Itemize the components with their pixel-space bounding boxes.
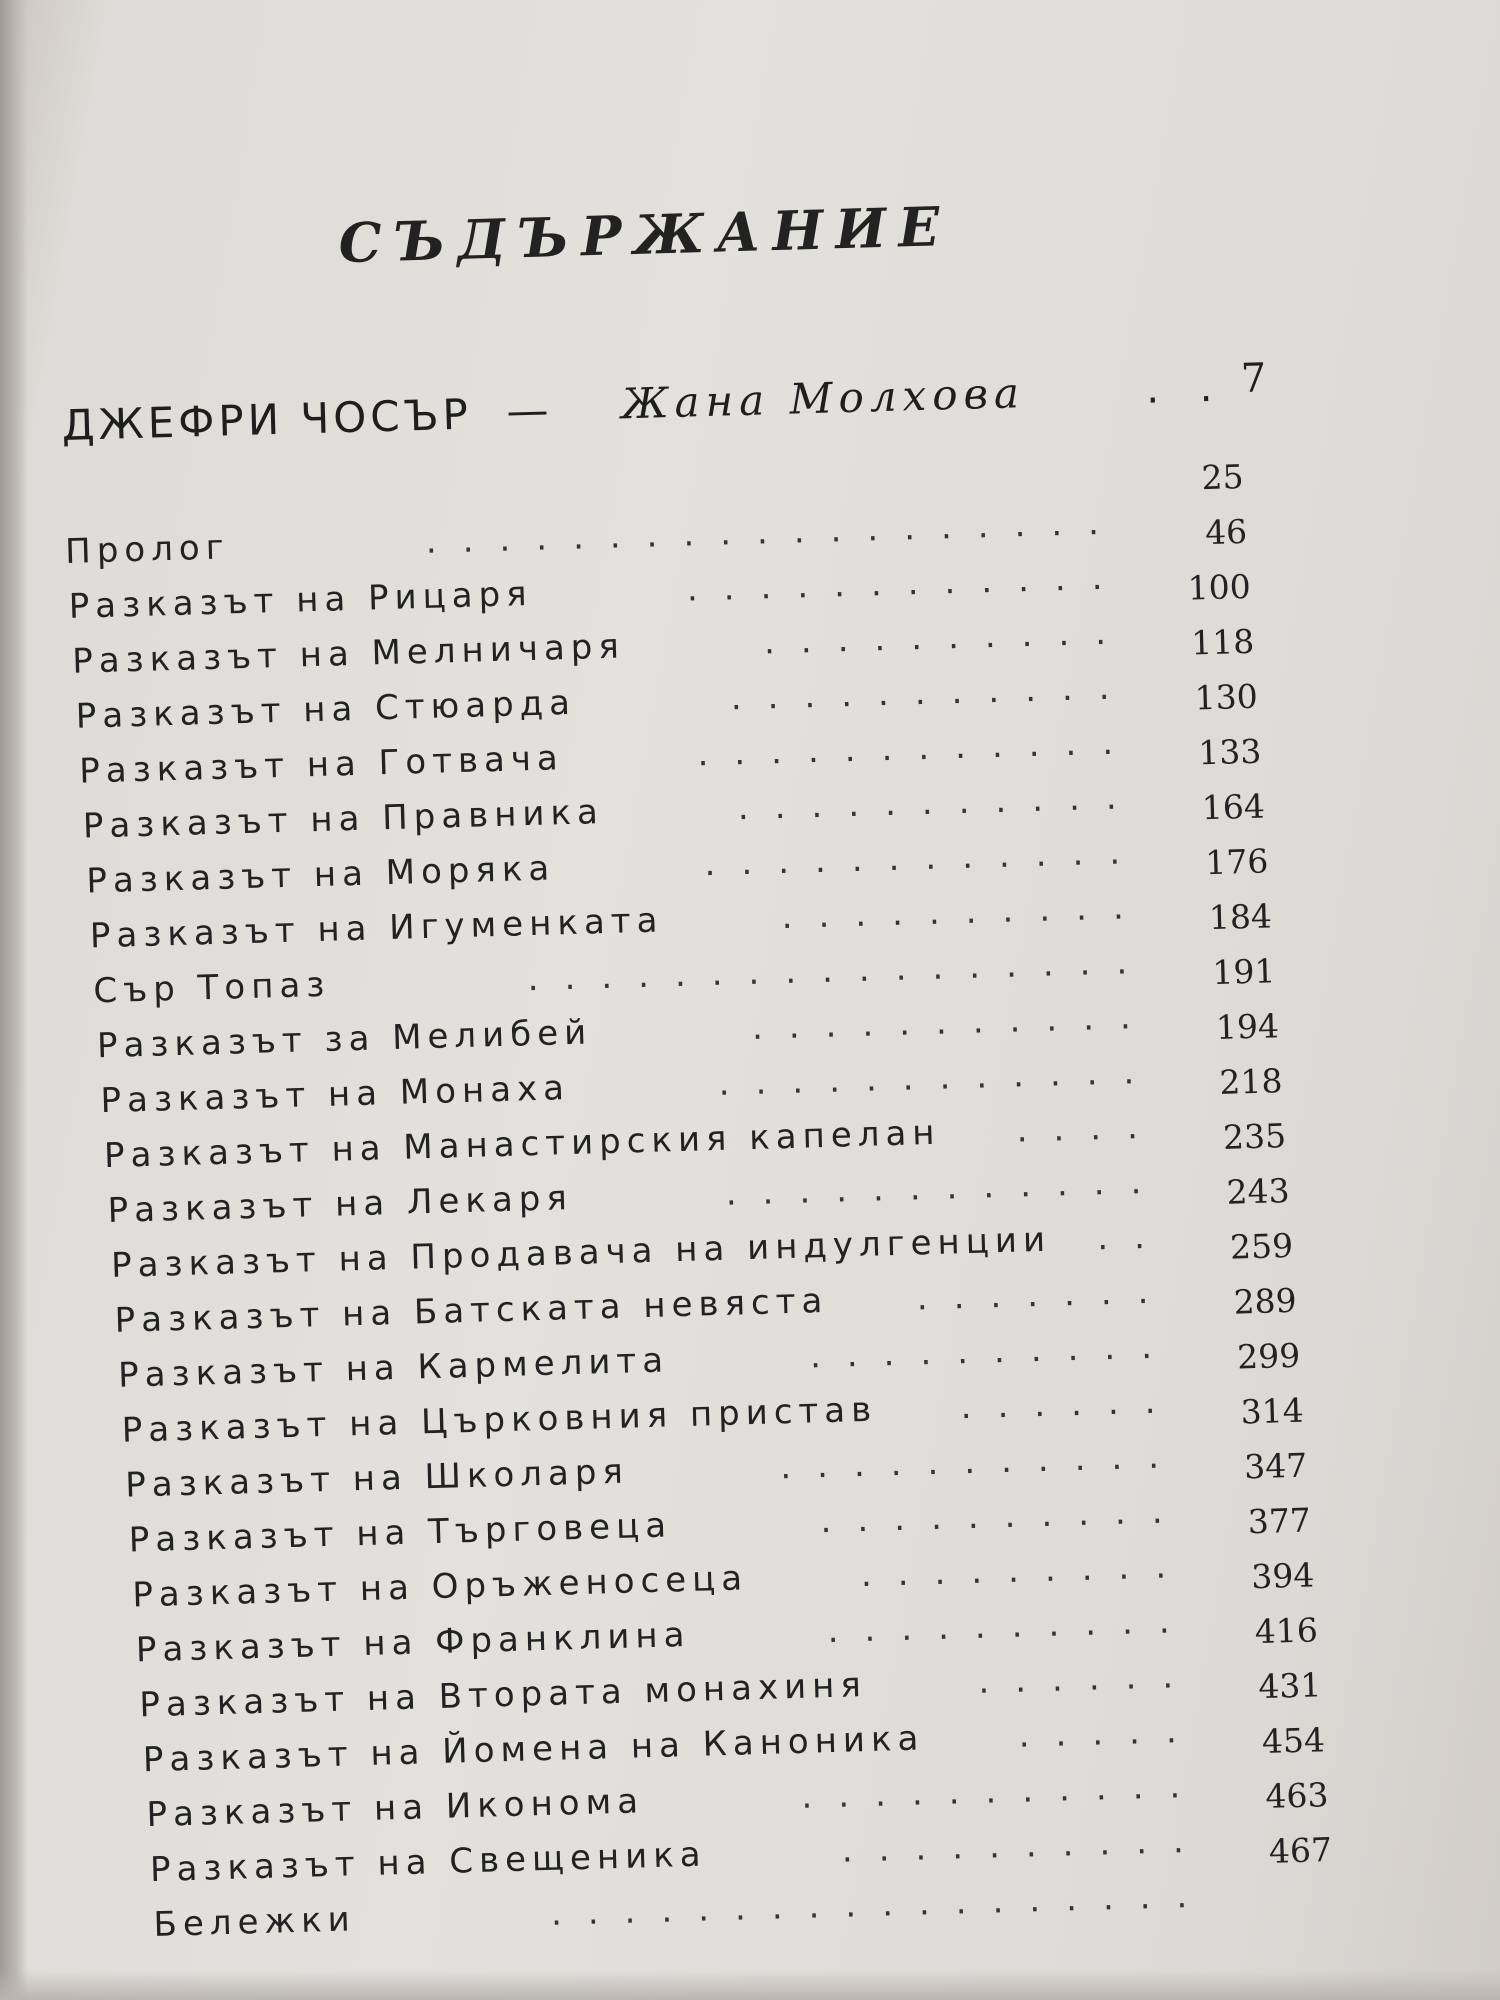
toc-dot-leader: .....	[1018, 1710, 1204, 1756]
toc-entry-title: Разказът за Мелибей	[96, 1012, 593, 1067]
toc-dot-leader: .........	[860, 1545, 1193, 1596]
toc-page-number: 377	[1247, 1500, 1312, 1542]
toc-entry-title: Разказът на Търговеца	[128, 1505, 673, 1561]
toc-entry-title: Сър Топаз	[92, 964, 331, 1012]
toc-entry-title: Разказът на Готвача	[78, 738, 565, 792]
toc-page-number: 176	[1204, 841, 1269, 883]
toc-dot-leader: ..........	[781, 886, 1151, 938]
toc-page-number: 299	[1236, 1335, 1301, 1377]
toc-entry-title: Разказът на Правника	[82, 792, 605, 847]
toc-page-number: 130	[1194, 676, 1259, 718]
toc-page-number: 394	[1250, 1555, 1315, 1597]
toc-dot-leader: ..........	[809, 1326, 1179, 1377]
toc-entry-title: Разказът на Йомена на Каноника	[142, 1718, 925, 1781]
intro-essay-author: Жана Молхова	[620, 368, 1026, 429]
toc-dot-leader: ....	[1015, 1106, 1165, 1151]
intro-author: ДЖЕФРИ ЧОСЪР	[61, 389, 473, 450]
toc-entry-title: Разказът на Оръженосеца	[131, 1558, 749, 1616]
toc-page-number: 133	[1197, 731, 1262, 773]
page-title: СЪДЪРЖАНИЕ	[337, 194, 953, 276]
toc-dot-leader: .......	[916, 1271, 1175, 1319]
toc-entry-title: Разказът на Лекаря	[107, 1178, 574, 1232]
intro-page-number: 7	[1240, 355, 1267, 403]
toc-dot-leader: ......	[960, 1381, 1182, 1428]
toc-page-number: 454	[1261, 1720, 1326, 1761]
toc-page-number: 243	[1226, 1171, 1291, 1212]
toc-dot-leader: ...........	[800, 1765, 1207, 1817]
toc-page-number: 194	[1215, 1006, 1280, 1047]
toc-page-number: 289	[1233, 1280, 1298, 1322]
toc-entry-title: Разказът на Стюарда	[75, 682, 577, 737]
intro-dot-leader: . .	[1145, 364, 1227, 413]
toc-page-number: 184	[1208, 896, 1273, 938]
toc-entry-title: Разказът на Втората монахиня	[138, 1665, 868, 1726]
toc-entry-title: Разказът на Кармелита	[117, 1340, 670, 1396]
toc-entry-title: Разказът на Иконома	[145, 1781, 645, 1836]
toc-entry-title: Разказът на Църковния пристав	[121, 1389, 878, 1451]
toc-dot-leader: ...........	[751, 996, 1158, 1048]
toc-entry-title: Разказът на Продавача на индулгенции	[110, 1219, 1052, 1286]
toc-entry-title: Разказът на Моряка	[85, 848, 556, 902]
toc-dot-leader: ..........	[841, 1820, 1211, 1871]
toc-dot-leader: ...........	[737, 776, 1144, 829]
toc-entry-title: Разказът на Монаха	[100, 1068, 571, 1122]
toc-page-number: 347	[1243, 1445, 1308, 1487]
toc-dot-leader: .................	[527, 941, 1154, 1000]
toc-dot-leader: ..........	[827, 1600, 1197, 1652]
toc-entry-title: Бележки	[153, 1899, 357, 1946]
toc-entry-title: Разказът на Рицаря	[68, 573, 534, 627]
toc-page-number: 218	[1218, 1061, 1284, 1102]
toc-dot-leader: ......	[977, 1655, 1200, 1702]
toc-page-number: 118	[1190, 621, 1255, 663]
toc-entry-title: Пролог	[64, 527, 231, 572]
toc-dot-leader: ............	[703, 831, 1147, 885]
toc-page-number: 191	[1211, 951, 1276, 993]
toc-page-number: 25	[1201, 457, 1245, 498]
toc-page-number: 46	[1204, 511, 1248, 553]
toc-entry-title: Разказът на Свещеника	[149, 1834, 708, 1891]
toc-dot-leader: ...................	[425, 502, 1126, 562]
toc-page-number: 467	[1268, 1830, 1333, 1871]
toc-entry-title: Разказът на Батската невяста	[114, 1280, 829, 1341]
toc-page-number: 416	[1254, 1610, 1319, 1652]
toc-dot-leader: ...........	[730, 667, 1136, 719]
toc-entry-title: Разказът на Манастирския капелан	[103, 1112, 942, 1177]
toc-dot-leader: ............	[696, 722, 1140, 775]
toc-page-number: 164	[1201, 786, 1266, 828]
toc-entry-title: Разказът на Франклина	[135, 1614, 691, 1671]
toc-page-number: 463	[1264, 1775, 1329, 1816]
toc-page-number: 235	[1222, 1116, 1287, 1157]
toc-dot-leader: ..	[1096, 1216, 1172, 1259]
bottom-shadow	[0, 1970, 1500, 2000]
toc-page-number: 100	[1187, 566, 1252, 608]
toc-page-number: 259	[1229, 1225, 1294, 1267]
toc-entry-title: Разказът на Игуменката	[89, 900, 664, 957]
toc-entry-title: Разказът на Мелничаря	[71, 626, 626, 682]
toc-entry-title: Разказът на Школаря	[124, 1451, 630, 1506]
toc-dot-leader: ..........	[763, 612, 1133, 663]
toc-dot-leader: ............	[718, 1051, 1161, 1104]
intro-dash: —	[505, 385, 550, 436]
toc-dot-leader: ..........	[819, 1490, 1189, 1542]
toc-page-number: 431	[1257, 1665, 1322, 1707]
toc-dot-leader: ............	[725, 1161, 1168, 1214]
toc-dot-leader: ..................	[550, 1875, 1214, 1934]
toc-dot-leader: ...........	[779, 1436, 1186, 1488]
toc-page-number: 314	[1240, 1390, 1305, 1432]
toc-dot-leader: ............	[686, 557, 1129, 610]
